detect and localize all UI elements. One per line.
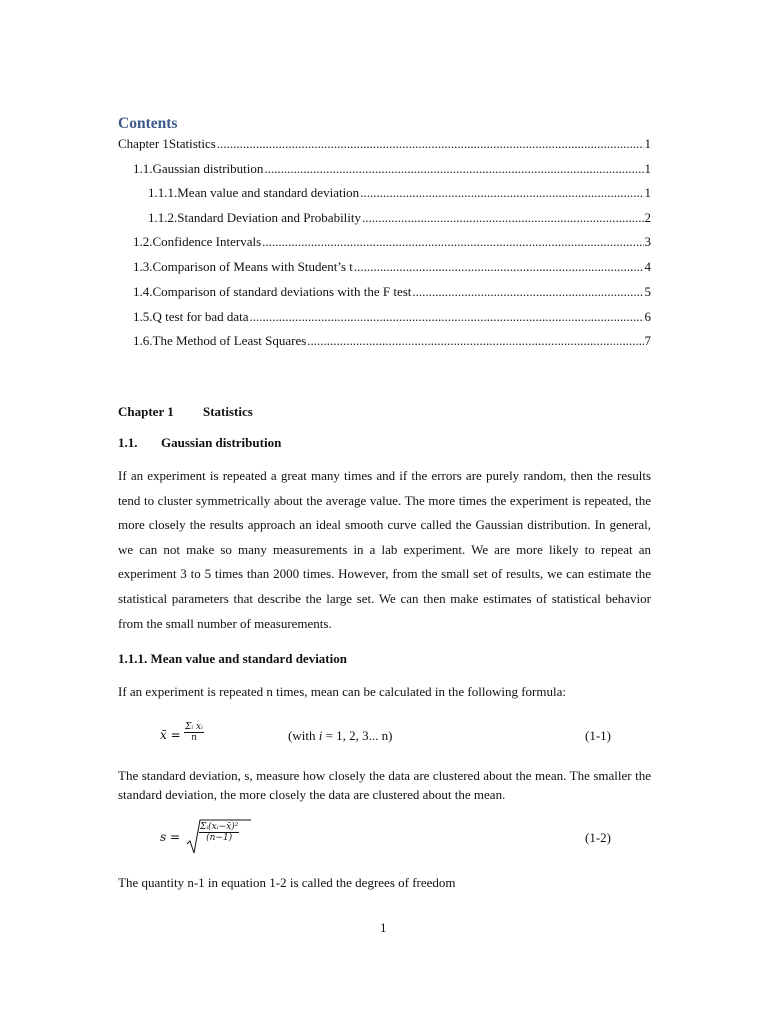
eq2-lhs: s = xyxy=(160,830,181,844)
toc-leader-dots xyxy=(412,283,643,301)
toc-entry-title: Statistics xyxy=(168,136,216,151)
toc-leader-dots xyxy=(264,160,643,178)
eq1-condition-post: = 1, 2, 3... n) xyxy=(322,728,393,743)
toc-entry-number: 1.1. xyxy=(133,161,153,176)
toc-entry-number: 1.2. xyxy=(133,234,153,249)
toc-entry[interactable] xyxy=(133,308,651,326)
toc-leader-dots xyxy=(217,135,644,153)
toc-entry-title: Standard Deviation and Probability xyxy=(177,210,362,225)
eq2-denominator: (n−1) xyxy=(206,833,233,843)
toc-entry-number: Chapter 1 xyxy=(118,136,169,151)
toc-entry-page: 1 xyxy=(644,185,651,200)
eq1-condition-var: i xyxy=(318,728,323,743)
page-number: 1 xyxy=(380,920,387,935)
section-number: 1.1. xyxy=(118,435,138,450)
toc-entry-number: 1.3. xyxy=(133,259,153,274)
gaussian-paragraph: If an experiment is repeated a great many times and if the errors are purely random, then the results tend to cluster symmetrically about the average value. The more times the experiment is repeated, the more closely the results approach an ideal smooth curve called the Gaussian distribution. In general, we can not make so many measurements in a lab experiment. We are more likely to repeat an experiment 3 to 5 times than 2000 times. However, from the small set of results, we can estimate the statistical parameters that describe the large set. We can then make estimates of statistical behavior from the small number of measurements. xyxy=(118,468,651,631)
eq1-condition xyxy=(288,728,393,744)
eq2-fraction xyxy=(199,822,239,844)
chapter-title: Statistics xyxy=(203,404,253,419)
eq1-numerator: Σᵢ xᵢ xyxy=(185,722,203,732)
toc-entry-number: 1.1.1. xyxy=(148,185,178,200)
eq2-numerator: Σᵢ(xᵢ−x̄)² xyxy=(200,822,239,832)
stddev-paragraph: The standard deviation, s, measure how closely the data are clustered about the mean. The smaller the standard deviation, the more closely the data are clustered about the mean. xyxy=(118,768,651,802)
toc-entry-title: Comparison of Means with Student’s t xyxy=(152,259,353,274)
section-title: Gaussian distribution xyxy=(161,435,282,450)
eq1-fraction xyxy=(184,722,204,744)
mean-intro-text: If an experiment is repeated n times, mean can be calculated in the following formula: xyxy=(118,684,566,699)
toc-entry-page: 3 xyxy=(644,234,651,249)
toc-entry-page: 7 xyxy=(644,333,651,348)
toc-entry-page: 4 xyxy=(644,259,651,274)
toc-entry-title: Confidence Intervals xyxy=(152,234,262,249)
toc-leader-dots xyxy=(307,332,643,350)
toc-entry[interactable] xyxy=(133,283,651,301)
toc-entry-page: 5 xyxy=(644,284,651,299)
toc-entry[interactable] xyxy=(133,258,651,276)
toc-entry[interactable] xyxy=(118,135,651,153)
toc-entry-title: Mean value and standard deviation xyxy=(177,185,360,200)
toc-entry-number: 1.6. xyxy=(133,333,153,348)
toc-leader-dots xyxy=(362,209,643,227)
toc-leader-dots xyxy=(250,308,644,326)
eq2-label: (1-2) xyxy=(585,830,611,845)
contents-heading: Contents xyxy=(118,115,178,132)
toc-entry[interactable] xyxy=(148,184,651,202)
toc-entry-page: 2 xyxy=(644,210,651,225)
chapter-number: Chapter 1 xyxy=(118,404,174,419)
toc-leader-dots xyxy=(360,184,643,202)
eq1-label: (1-1) xyxy=(585,728,611,743)
toc-entry-page: 1 xyxy=(644,136,651,151)
eq1-lhs: x̄ = xyxy=(160,728,181,742)
toc-leader-dots xyxy=(354,258,644,276)
toc-entry-number: 1.4. xyxy=(133,284,153,299)
toc-entry[interactable] xyxy=(133,160,651,178)
toc-entry[interactable] xyxy=(148,209,651,227)
toc-entry-title: Comparison of standard deviations with the F test xyxy=(152,284,412,299)
eq1-denominator: n xyxy=(191,733,197,743)
chapter-heading xyxy=(118,404,253,420)
toc-entry[interactable] xyxy=(133,233,651,251)
section-heading xyxy=(118,435,281,451)
subsection-heading: 1.1.1. Mean value and standard deviation xyxy=(118,651,347,666)
toc-entry-title: The Method of Least Squares xyxy=(152,333,307,348)
eq1-condition-pre: (with xyxy=(288,728,319,743)
degrees-of-freedom-text: The quantity n-1 in equation 1-2 is called the degrees of freedom xyxy=(118,875,456,890)
toc-entry-number: 1.5. xyxy=(133,309,153,324)
toc-entry-page: 1 xyxy=(644,161,651,176)
toc-entry-title: Gaussian distribution xyxy=(152,161,264,176)
toc-entry-page: 6 xyxy=(644,309,651,324)
toc-entry[interactable] xyxy=(133,332,651,350)
toc-entry-title: Q test for bad data xyxy=(152,309,249,324)
toc-leader-dots xyxy=(262,233,643,251)
toc-entry-number: 1.1.2. xyxy=(148,210,178,225)
